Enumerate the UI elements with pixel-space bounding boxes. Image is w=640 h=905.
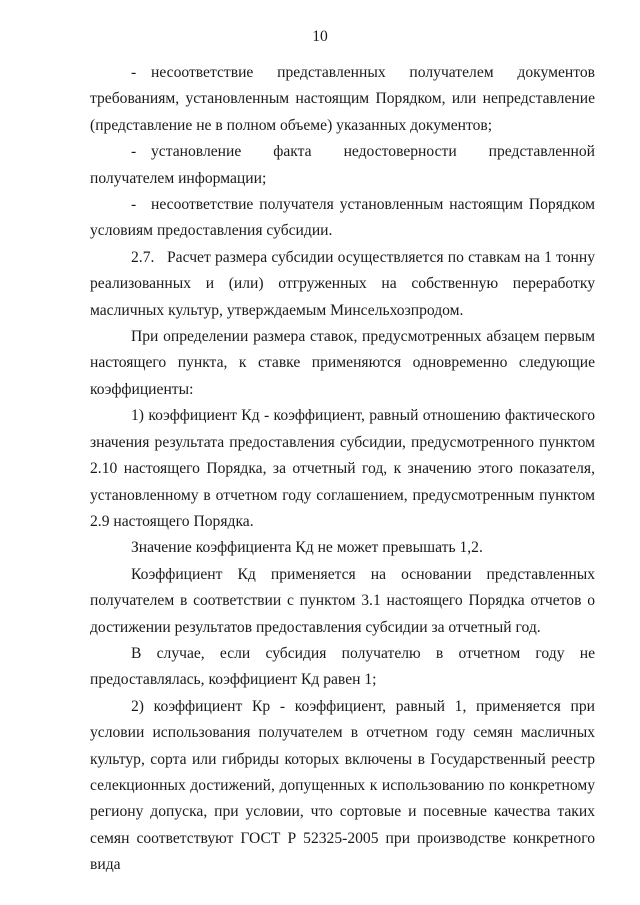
list-marker: - [131,143,137,161]
paragraph: Значение коэффициента Кд не может превышать 1,2. [131,539,483,557]
list-marker: - [131,196,137,214]
list-marker: - [131,64,137,81]
list-item [90,60,595,139]
paragraph: 2.7. Расчет размера субсидии осуществляется по ставкам на 1 тонну реализованных и (или) отгруженных на собственную переработку масличных культур, утверждаемым Минсельхозпродом. [90,248,595,319]
paragraph: Коэффициент Кд применяется на основании представленных получателем в соответствии с пунктом 3.1 настоящего Порядка отчетов о достижении результатов предоставления субсидии за отчетный год. [90,565,595,636]
list-item-text: несоответствие представленных получателем документов требованиям, установленным настоящим Порядком, или непредставление (представление не в полном объеме) указанных документов; [90,64,595,134]
page-number: 10 [312,28,328,45]
paragraph: 2) коэффициент Кр - коэффициент, равный 1, применяется при условии использования получателем в отчетном году семян масличных культур, сорта или гибриды которых включены в Государственный реестр селекционных достижений, допущенных к использованию по конкретному региону допуска, при условии, что сортовые и посевные качества таких семян соответствуют ГОСТ Р 52325-2005 при производстве конкретного вида [90,697,595,874]
list-item-text: установление факта недостоверности представленной получателем информации; [90,143,595,187]
paragraph: В случае, если субсидия получателю в отчетном году не предоставлялась, коэффициент Кд равен 1; [90,644,595,689]
paragraph: При определении размера ставок, предусмотренных абзацем первым настоящего пункта, к ставке применяются одновременно следующие коэффициенты: [90,328,595,398]
paragraph: 1) коэффициент Кд - коэффициент, равный отношению фактического значения результата предоставления субсидии, предусмотренного пунктом 2.10 настоящего Порядка, за отчетный год, к значению этого показателя, установленному в отчетном году соглашением, предусмотренным пунктом 2.9 настоящего Порядка. [90,407,595,530]
document-body [90,60,595,879]
list-item-text: несоответствие получателя установленным настоящим Порядком условиям предоставления субсидии. [90,196,595,240]
list-item [90,192,595,245]
list-item [90,139,595,192]
